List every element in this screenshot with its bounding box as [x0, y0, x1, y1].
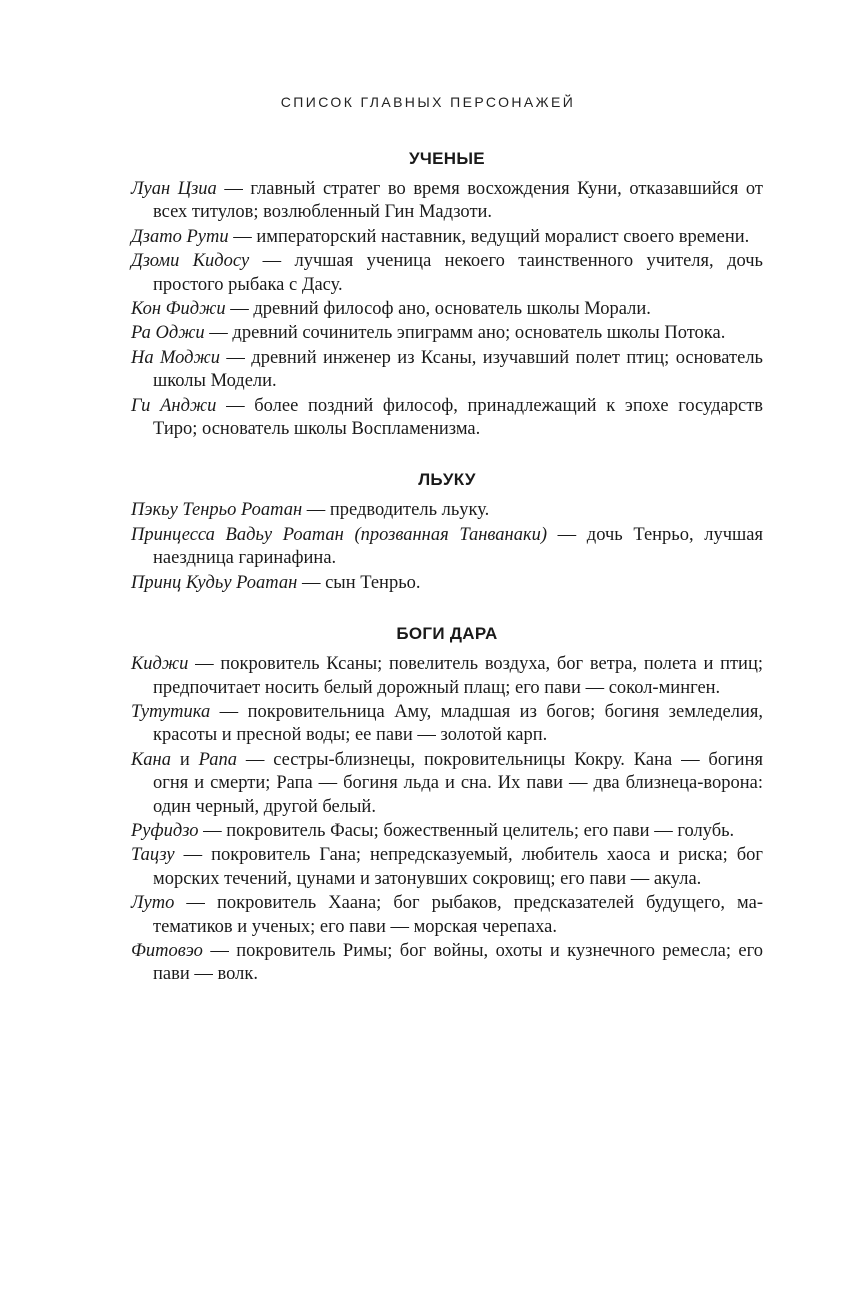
character-description: — покровитель Римы; бог войны, охоты и кузнечного ремесла; его пави — волк. — [153, 940, 763, 985]
character-entry — [131, 940, 763, 987]
running-head: СПИСОК ГЛАВНЫХ ПЕРСОНАЖЕЙ — [280, 94, 576, 110]
character-name: Тутутика — [131, 701, 211, 722]
character-name: Дзато Рути — [131, 226, 229, 247]
character-description: — древний инженер из Ксаны, изучавший полет птиц; основатель школы Модели. — [153, 347, 763, 392]
character-description: — покровитель Фасы; божественный целитель; его пави — голубь. — [198, 820, 735, 841]
character-description: — покровитель Хаана; бог рыбаков, предсказателей будущего, математиков и ученых; его пави — морская черепаха. — [153, 893, 763, 937]
section-title: УЧЕНЫЕ — [409, 149, 485, 168]
character-entry — [131, 499, 763, 522]
character-name: Кана — [131, 749, 171, 770]
name-connector: и — [170, 749, 199, 770]
character-entry — [131, 701, 763, 748]
character-entry — [131, 653, 763, 700]
character-name: Рапа — [198, 749, 237, 770]
character-entry — [131, 395, 763, 442]
character-name: Фитовэо — [131, 940, 203, 961]
character-name: Дзоми Кидосу — [131, 251, 250, 272]
character-name: Принц Кудьу Роатан — [131, 572, 298, 593]
section-scientists — [131, 146, 763, 441]
section-title: БОГИ ДАРА — [396, 624, 498, 644]
character-entry — [131, 226, 763, 249]
character-entry — [131, 820, 763, 843]
character-name: Киджи — [131, 654, 189, 675]
character-description: — более поздний философ, принадлежащий к эпохе государств Тиро; основатель школы Воспламенизма. — [153, 395, 764, 440]
character-description: — императорский наставник, ведущий моралист своего времени. — [228, 226, 750, 247]
character-name: Луто — [131, 893, 175, 914]
character-description: — сын Тенрьо. — [297, 572, 421, 593]
section-title: ЛЬУКУ — [418, 470, 476, 490]
character-name: Ра Оджи — [131, 323, 205, 344]
character-description: — покровительница Аму, младшая из богов; богиня земледелия, красоты и пресной воды; ее пави — золотой карп. — [153, 701, 763, 746]
character-entry — [131, 844, 763, 891]
character-name: Луан Цзиа — [131, 179, 217, 199]
character-entry — [131, 322, 763, 345]
character-description: — покровитель Гана; непредсказуемый, любитель хаоса и риска; бог морских течений, цунами и затонувших сокровищ; его пави — акула. — [153, 845, 763, 889]
character-name: На Моджи — [131, 347, 220, 368]
character-description: — сестры-близнецы, покровительницы Кокру. Кана — богиня огня и смерти; Рапа — богиня льда и сна. Их пави — два близнеца-ворона: один черный, другой белый. — [153, 749, 763, 817]
section-gods-of-dara — [131, 621, 763, 987]
character-description: — древний сочинитель эпиграмм ано; основатель школы Потока. — [204, 323, 726, 344]
character-name: Руфидзо — [131, 820, 199, 841]
character-entry — [131, 572, 763, 595]
character-name: Тацзу — [131, 845, 175, 866]
character-entry — [131, 250, 763, 297]
character-entry — [131, 749, 763, 819]
character-name: Пэкьу Тенрьо Роатан — [131, 500, 303, 521]
character-description: — древний философ ано, основатель школы Морали. — [225, 299, 651, 320]
character-entry — [131, 524, 763, 571]
character-description: — покровитель Ксаны; повелитель воздуха, бог ветра, полета и птиц; предпочитает носить белый дорожный плащ; его пави — сокол-минген. — [153, 654, 763, 698]
character-entry — [131, 892, 763, 939]
page-content — [131, 146, 763, 988]
character-entry — [131, 347, 763, 394]
character-description: — лучшая ученица некоего таинственного учителя, дочь простого рыбака с Дасу. — [153, 251, 763, 295]
character-name: Кон Фиджи — [131, 299, 226, 320]
character-name: Ги Анджи — [131, 395, 217, 416]
character-name: Принцесса Вадьу Роатан (прозванная Танванаки) — [131, 524, 548, 545]
character-description: — предводитель льуку. — [302, 500, 490, 521]
character-entry — [131, 298, 763, 321]
section-lyucu — [131, 467, 763, 595]
character-description: — главный стратег во время восхождения Куни, отказавшийся от всех титулов; возлюбленный Гин Мадзоти. — [153, 179, 763, 223]
character-description: — дочь Тенрьо, лучшая наездница гаринафина. — [153, 524, 763, 569]
character-entry — [131, 178, 763, 225]
